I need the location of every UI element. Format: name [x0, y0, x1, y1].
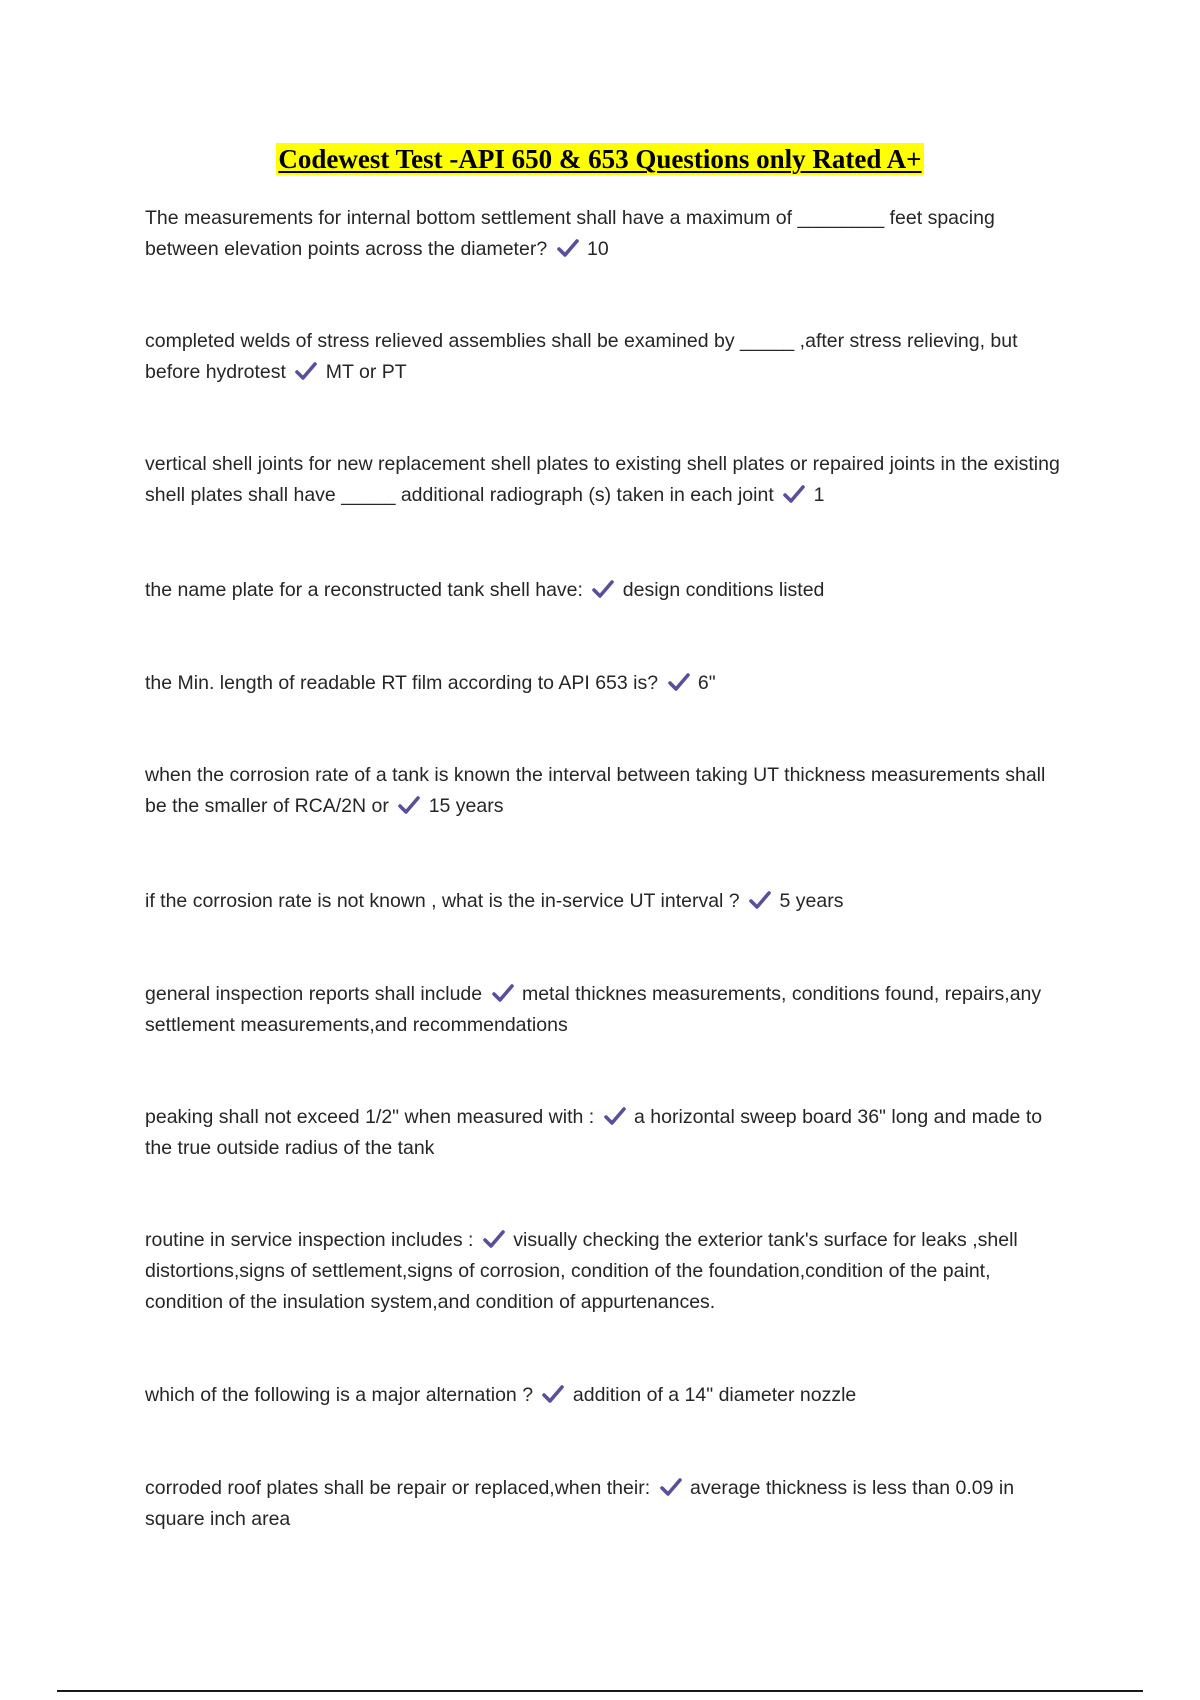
- title-container: [0, 143, 1200, 175]
- qa-item-12: [145, 1473, 1065, 1535]
- checkmark-icon: [557, 238, 579, 258]
- question-text: vertical shell joints for new replacement shell plates to existing shell plates or repaired joints in the existing shell plates shall have _____ additional radiograph (s) taken in each joint: [145, 453, 1060, 506]
- question-text: routine in service inspection includes :: [145, 1229, 474, 1251]
- qa-item-9: [145, 1102, 1065, 1164]
- question-text: corroded roof plates shall be repair or replaced,when their:: [145, 1477, 651, 1499]
- checkmark-icon: [660, 1477, 682, 1497]
- answer-text: 5 years: [779, 890, 844, 912]
- checkmark-icon: [783, 484, 805, 504]
- qa-item-4: [145, 575, 1065, 606]
- bottom-divider: [57, 1690, 1143, 1692]
- question-text: The measurements for internal bottom settlement shall have a maximum of ________ feet spacing between elevation points across the diameter?: [145, 207, 995, 260]
- answer-text: a horizontal sweep board 36" long and made to the true outside radius of the tank: [145, 1106, 1043, 1159]
- qa-item-2: [145, 326, 1065, 388]
- checkmark-icon: [398, 795, 420, 815]
- page-title: Codewest Test -API 650 & 653 Questions only Rated A+: [278, 144, 922, 174]
- qa-item-8: [145, 979, 1065, 1041]
- answer-text: addition of a 14" diameter nozzle: [572, 1384, 857, 1406]
- checkmark-icon: [668, 672, 690, 692]
- question-text: if the corrosion rate is not known , what is the in-service UT interval ?: [145, 890, 740, 912]
- answer-text: metal thicknes measurements, conditions found, repairs,any settlement measurements,and recommendations: [145, 983, 1042, 1036]
- qa-item-6: [145, 760, 1065, 822]
- question-text: the name plate for a reconstructed tank shell have:: [145, 579, 583, 601]
- qa-item-3: [145, 449, 1065, 511]
- answer-text: 1: [813, 484, 825, 506]
- checkmark-icon: [483, 1229, 505, 1249]
- qa-item-5: [145, 668, 1065, 699]
- answer-text: 6": [697, 672, 716, 694]
- question-text: the Min. length of readable RT film according to API 653 is?: [145, 672, 659, 694]
- question-text: when the corrosion rate of a tank is known the interval between taking UT thickness measurements shall be the smaller of RCA/2N or: [145, 764, 1046, 817]
- answer-text: design conditions listed: [622, 579, 825, 601]
- question-text: peaking shall not exceed 1/2" when measured with :: [145, 1106, 595, 1128]
- qa-item-11: [145, 1380, 1065, 1411]
- answer-text: 15 years: [428, 795, 504, 817]
- checkmark-icon: [604, 1106, 626, 1126]
- question-text: completed welds of stress relieved assemblies shall be examined by _____ ,after stress relieving, but before hydrotest: [145, 330, 1018, 383]
- answer-text: MT or PT: [325, 361, 407, 383]
- checkmark-icon: [492, 983, 514, 1003]
- checkmark-icon: [749, 890, 771, 910]
- answer-text: 10: [587, 238, 609, 260]
- checkmark-icon: [295, 361, 317, 381]
- qa-item-1: [145, 203, 1065, 265]
- qa-item-10: [145, 1225, 1065, 1318]
- checkmark-icon: [592, 579, 614, 599]
- question-text: general inspection reports shall include: [145, 983, 483, 1005]
- answer-text: average thickness is less than 0.09 in square inch area: [145, 1477, 1015, 1530]
- checkmark-icon: [542, 1384, 564, 1404]
- answer-text: visually checking the exterior tank's surface for leaks ,shell distortions,signs of settlement,signs of corrosion, condition of the foundation,condition of the paint, condition of the insulation system,and condition of appurtenances.: [145, 1229, 1018, 1313]
- question-text: which of the following is a major alternation ?: [145, 1384, 534, 1406]
- qa-item-7: [145, 886, 1065, 917]
